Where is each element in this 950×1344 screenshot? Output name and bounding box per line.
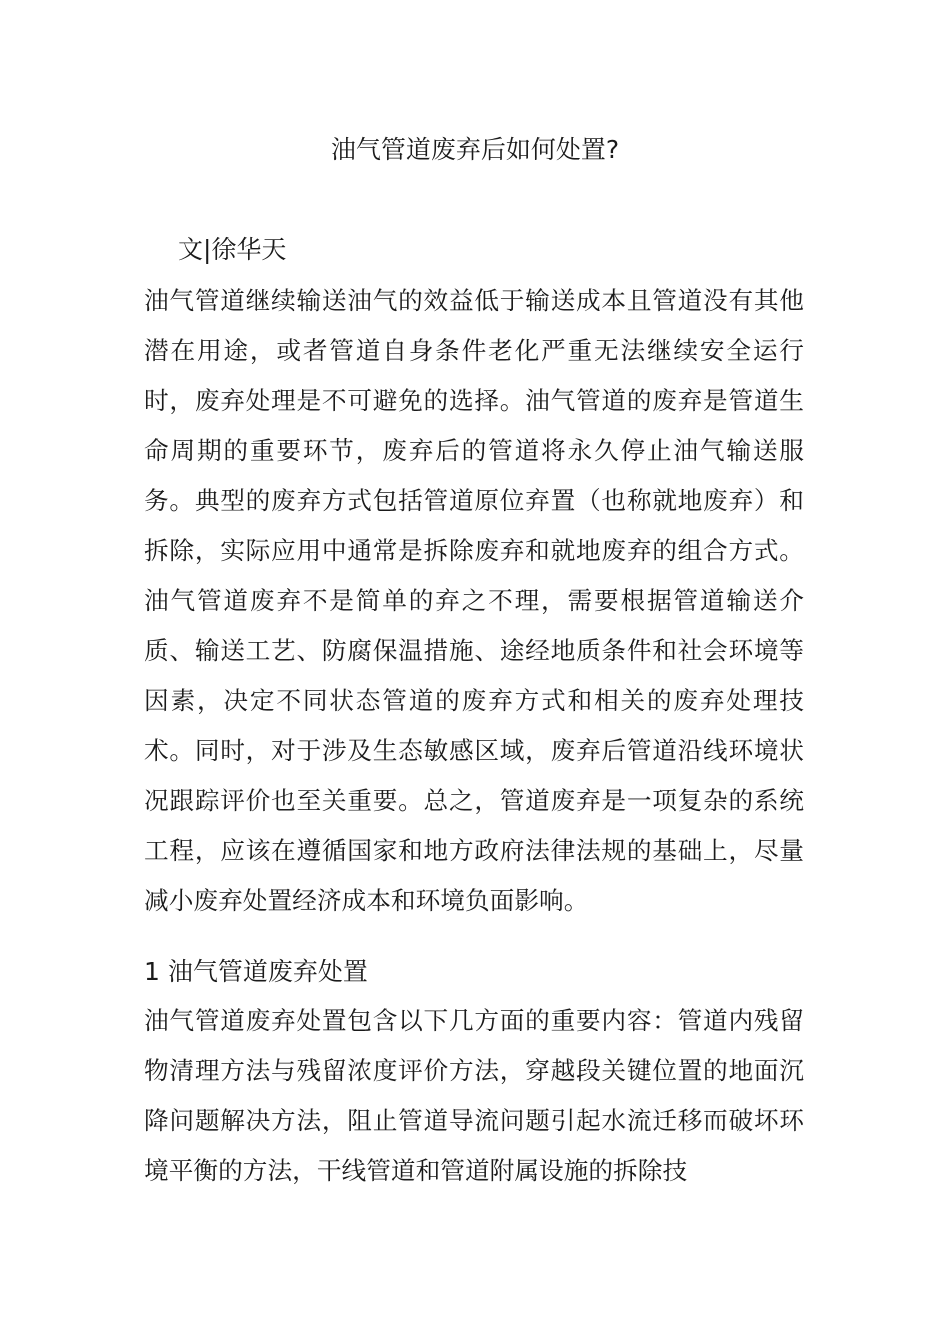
author-line: 文|徐华天: [178, 235, 287, 264]
body-paragraph-2: 油气管道废弃处置包含以下几方面的重要内容：管道内残留物清理方法与残留浓度评价方法，穿越段关键位置的地面沉降问题解决方法，阻止管道导流问题引起水流迁移而破坏环境平衡的方法，干线管道和管道附属设施的拆除技: [144, 1006, 804, 1185]
body-paragraph-1: 油气管道继续输送油气的效益低于输送成本且管道没有其他潜在用途，或者管道自身条件老化严重无法继续安全运行时，废弃处理是不可避免的选择。油气管道的废弃是管道生命周期的重要环节，废弃后的管道将永久停止油气输送服务。典型的废弃方式包括管道原位弃置（也称就地废弃）和拆除，实际应用中通常是拆除废弃和就地废弃的组合方式。油气管道废弃不是简单的弃之不理，需要根据管道输送介质、输送工艺、防腐保温措施、途经地质条件和社会环境等因素，决定不同状态管道的废弃方式和相关的废弃处理技术。同时，对于涉及生态敏感区域，废弃后管道沿线环境状况跟踪评价也至关重要。总之，管道废弃是一项复杂的系统工程，应该在遵循国家和地方政府法律法规的基础上，尽量减小废弃处置经济成本和环境负面影响。: [144, 286, 804, 915]
document-title: 油气管道废弃后如何处置?: [330, 135, 620, 164]
section-heading-1: 1 油气管道废弃处置: [144, 957, 368, 986]
